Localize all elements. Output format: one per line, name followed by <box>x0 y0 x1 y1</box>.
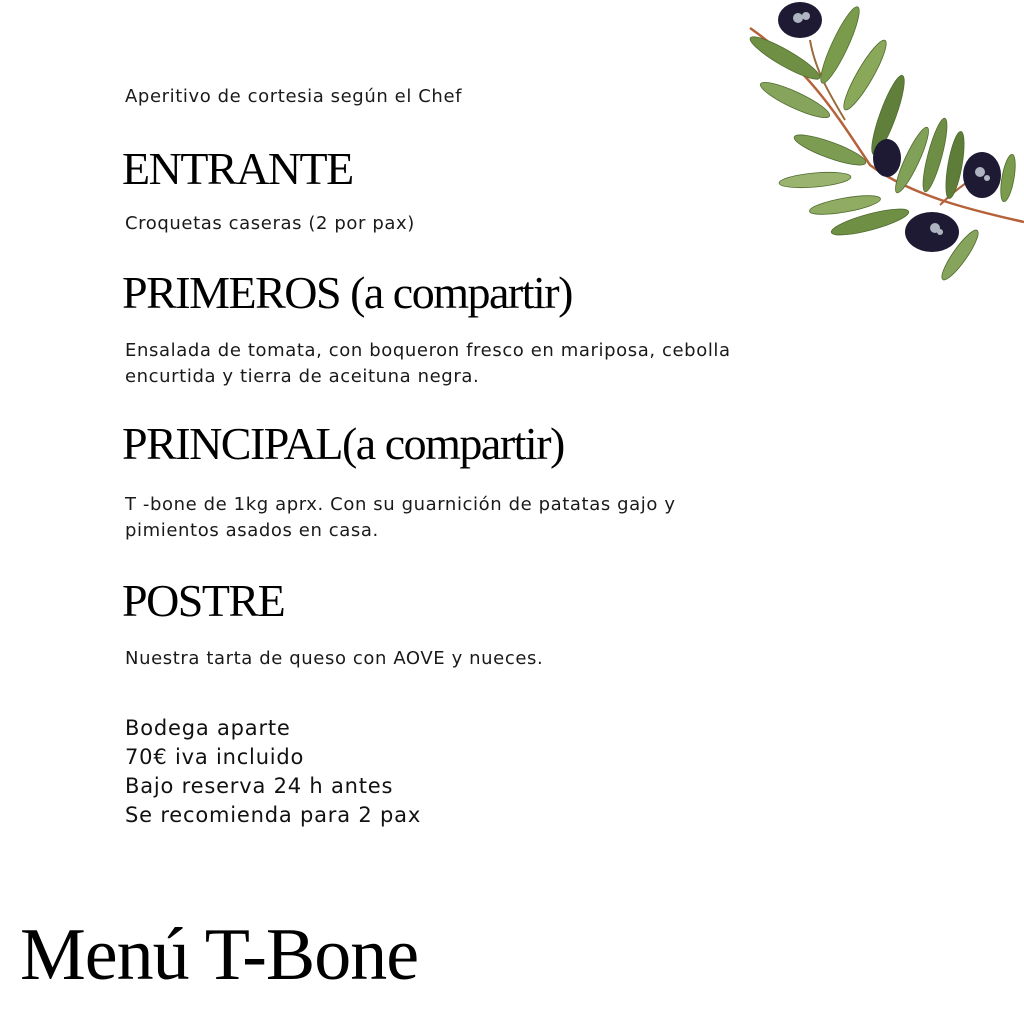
section-text-primeros: Ensalada de tomata, con boqueron fresco en mariposa, cebolla encurtida y tierra de aceituna negra. <box>125 340 731 387</box>
section-heading-principal: PRINCIPAL(a compartir) <box>122 418 564 469</box>
section-heading-postre: POSTRE <box>122 575 285 626</box>
note-recommendation: Se recomienda para 2 pax <box>125 803 422 827</box>
section-text-entrante: Croquetas caseras (2 por pax) <box>125 213 415 234</box>
olive-branch-icon <box>740 0 1024 290</box>
menu-notes <box>125 714 421 830</box>
section-heading-entrante: ENTRANTE <box>122 143 353 194</box>
section-text-postre: Nuestra tarta de queso con AOVE y nueces. <box>125 648 544 669</box>
section-heading-primeros: PRIMEROS (a compartir) <box>122 267 572 318</box>
courtesy-appetizer-note: Aperitivo de cortesia según el Chef <box>125 86 463 107</box>
section-text-principal: T -bone de 1kg aprx. Con su guarnición de patatas gajo y pimientos asados en casa. <box>125 494 676 541</box>
note-reservation: Bajo reserva 24 h antes <box>125 774 394 798</box>
note-price: 70€ iva incluido <box>125 745 305 769</box>
menu-title: Menú T-Bone <box>20 914 419 996</box>
note-bodega: Bodega aparte <box>125 716 291 740</box>
